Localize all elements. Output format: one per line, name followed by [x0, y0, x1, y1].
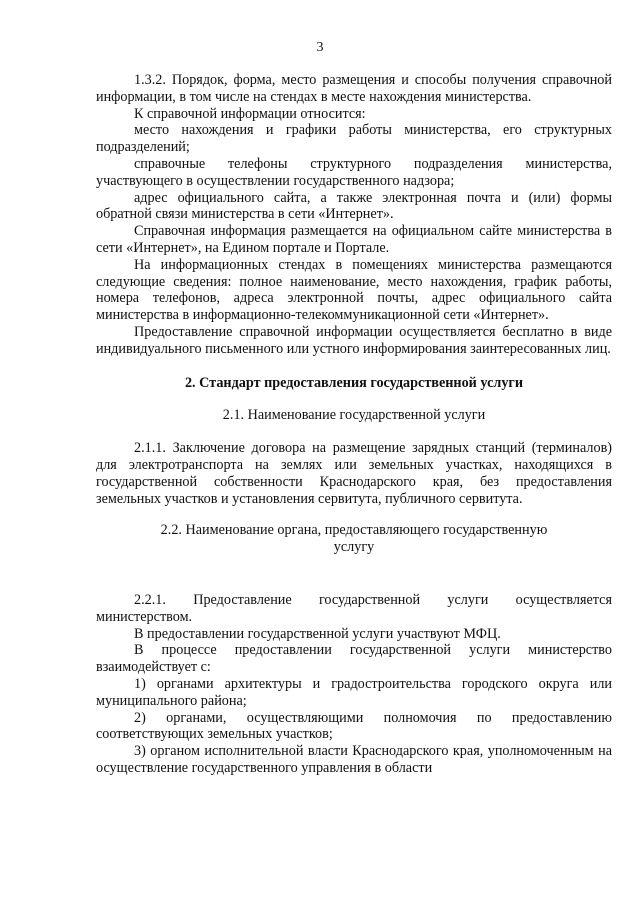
list-item-1: 1) органами архитектуры и градостроительства городского округа или муниципального района; [96, 675, 612, 709]
spacer [96, 391, 612, 407]
paragraph-interact: В процессе предоставлении государственной услуги министерство взаимодействует с: [96, 642, 612, 676]
page-number: 3 [316, 40, 324, 55]
subsection-title-2-2: 2.2. Наименование органа, предоставляющего государственную услугу [160, 522, 548, 556]
paragraph-free: Предоставление справочной информации осуществляется бесплатно в виде индивидуального письменного или устного информирования заинтересованных лиц. [96, 323, 612, 357]
paragraph-stands: На информационных стендах в помещениях министерства размещаются следующие сведения: полное наименование, место нахождения, график работы, номера телефонов, адреса электронной почты, адрес официального сайта министерства в информационно-телекоммуникационной сети «Интернет». [96, 256, 612, 324]
spacer [96, 358, 612, 375]
list-item-2: 2) органами, осуществляющими полномочия по предоставлению соответствующих земельных участков; [96, 709, 612, 743]
paragraph-2-1-1: 2.1.1. Заключение договора на размещение зарядных станций (терминалов) для электротранспорта на землях или земельных участках, находящихся в государственной собственности Краснодарского края, без предоставления земельных участков и установления сервитута, публичного сервитута. [96, 440, 612, 507]
document-body [96, 72, 612, 777]
subsection-title-2-1: 2.1. Наименование государственной услуги [222, 407, 486, 424]
paragraph-1-3-2: 1.3.2. Порядок, форма, место размещения и способы получения справочной информации, в том числе на стендах в месте нахождения министерства. [96, 72, 612, 105]
list-item-3: 3) органом исполнительной власти Краснодарского края, уполномоченным на осуществление государственного управления в области [96, 743, 612, 776]
spacer [96, 556, 612, 592]
paragraph-site: адрес официального сайта, а также электронная почта и (или) формы обратной связи министерства в сети «Интернет». [96, 189, 612, 223]
paragraph-location: место нахождения и графики работы министерства, его структурных подразделений; [96, 122, 612, 156]
paragraph-phones: справочные телефоны структурного подразделения министерства, участвующего в осуществлении государственного надзора; [96, 155, 612, 189]
paragraph-reference-info: К справочной информации относится: [134, 105, 366, 122]
spacer [96, 424, 612, 440]
paragraph-mfc: В предоставлении государственной услуги участвуют МФЦ. [134, 625, 501, 642]
spacer [96, 507, 612, 522]
paragraph-placed: Справочная информация размещается на официальном сайте министерства в сети «Интернет», на Едином портале и Портале. [96, 223, 612, 256]
paragraph-2-2-1: 2.2.1. Предоставление государственной услуги осуществляется министерством. [96, 591, 612, 625]
section-title: 2. Стандарт предоставления государственной услуги [184, 374, 524, 391]
